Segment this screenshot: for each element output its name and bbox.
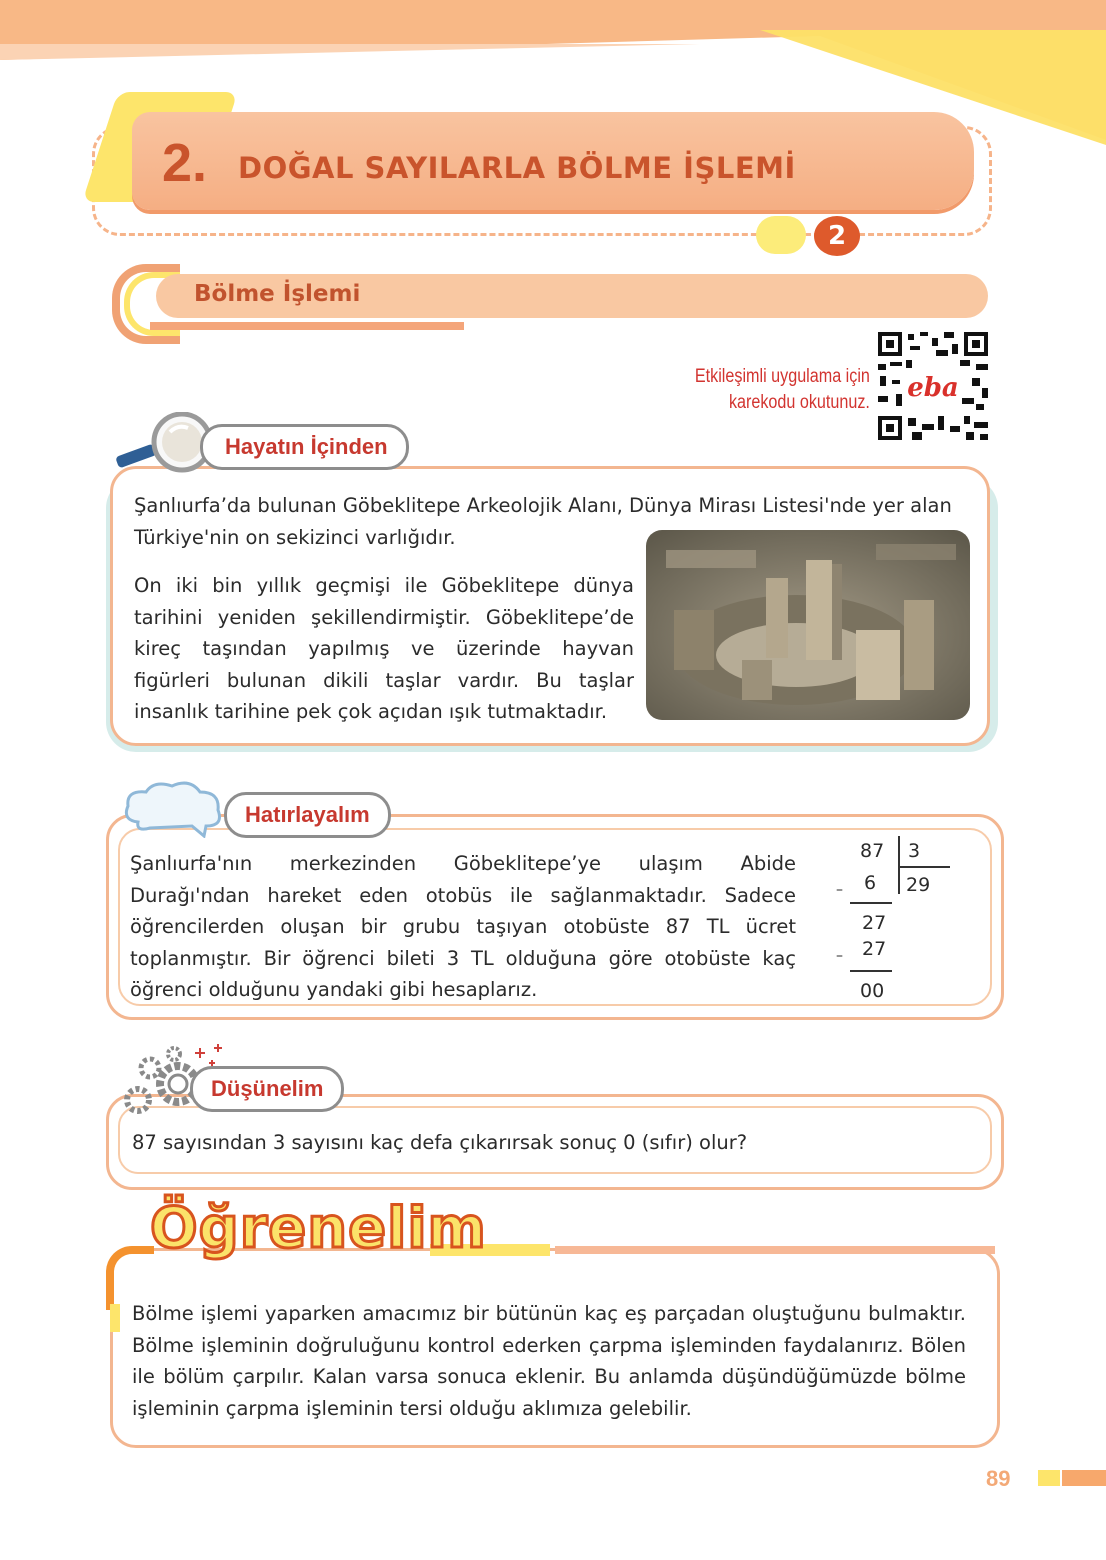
division-subtract-line-2 xyxy=(850,970,892,972)
division-dividend: 87 xyxy=(860,840,885,862)
dusunelim-paragraph: 87 sayısından 3 sayısını kaç defa çıkarırsak sonuç 0 (sıfır) olur? xyxy=(132,1131,748,1154)
division-horizontal-line xyxy=(898,866,950,868)
division-remainder-1: 27 xyxy=(862,912,887,934)
division-vertical-line xyxy=(898,836,900,894)
hatirlayalim-label: Hatırlayalım xyxy=(224,792,391,838)
footer-bar-yellow xyxy=(1038,1470,1060,1486)
dusunelim-label: Düşünelim xyxy=(190,1066,344,1112)
ogrenelim-title: Öğrenelim xyxy=(150,1196,487,1261)
division-remainder: 00 xyxy=(860,980,885,1002)
qr-code[interactable] xyxy=(876,330,990,442)
hayatin-icinden-paragraph-2: On iki bin yıllık geçmişi ile Göbeklitepe dünya tarihini yeniden şekillendirmiştir. Göbeklitepe’de kireç taşından yapılmış ve üzerinde hayvan figürleri bulunan dikili taşlar vardır. Bu taşlar insanlık tarihine pek çok açıdan ışık tutmaktadır. xyxy=(134,574,634,723)
gobeklitepe-photo xyxy=(646,530,970,720)
section-underline xyxy=(150,322,464,330)
division-minus-1: – xyxy=(836,882,843,898)
division-minus-2: – xyxy=(836,948,843,964)
page-number: 89 xyxy=(986,1466,1011,1491)
chapter-pill xyxy=(756,216,806,254)
division-subtract-line-1 xyxy=(850,902,892,904)
ogrenelim-tick xyxy=(110,1304,120,1332)
division-divisor: 3 xyxy=(908,840,921,862)
ogrenelim-line-peach xyxy=(555,1246,995,1254)
footer-bar-orange xyxy=(1062,1470,1106,1486)
ogrenelim-paragraph: Bölme işlemi yaparken amacımız bir bütünün kaç eş parçadan oluştuğunu bulmaktır. Bölme işleminin doğruluğunu kontrol ederken çarpma işleminden faydalanırız. Bölen ile bölüm çarpılır. Kalan varsa sonuca eklenir. Bu anlamda düşündüğümüzde bölme işleminin çarpma işleminin tersi olduğu aklımıza gelebilir. xyxy=(132,1302,966,1420)
division-quotient: 29 xyxy=(906,874,931,896)
qr-caption xyxy=(695,364,870,416)
division-step-1: 6 xyxy=(864,872,877,894)
section-title: Bölme İşlemi xyxy=(194,281,361,307)
chapter-badge: 2 xyxy=(814,216,860,256)
chapter-number: 2. xyxy=(162,133,208,193)
hatirlayalim-paragraph: Şanlıurfa'nın merkezinden Göbeklitepe’ye ulaşım Abide Durağı'ndan hareket eden otobüs ile sağlanmaktadır. Sadece öğrencilerden oluşan bir grubu taşıyan otobüste 87 TL ücret toplanmıştır. Bir öğrenci bileti 3 TL olduğuna göre otobüste kaç öğrenci olduğunu yandaki gibi hesaplarız. xyxy=(130,852,796,1001)
qr-caption-line2: karekodu okutunuz. xyxy=(729,392,870,413)
hayatin-icinden-paragraph-1: Şanlıurfa’da bulunan Göbeklitepe Arkeolojik Alanı, Dünya Mirası Listesi'nde yer alan Türkiye'nin on sekizinci varlığıdır. xyxy=(134,494,952,549)
chapter-title: DOĞAL SAYILARLA BÖLME İŞLEMİ xyxy=(238,151,796,185)
long-division xyxy=(830,836,970,1006)
hayatin-icinden-label: Hayatın İçinden xyxy=(200,424,409,470)
cloud-icon xyxy=(120,780,226,838)
division-step-2: 27 xyxy=(862,938,887,960)
qr-caption-line1: Etkileşimli uygulama için xyxy=(694,366,870,387)
eba-logo: eba xyxy=(907,373,959,403)
